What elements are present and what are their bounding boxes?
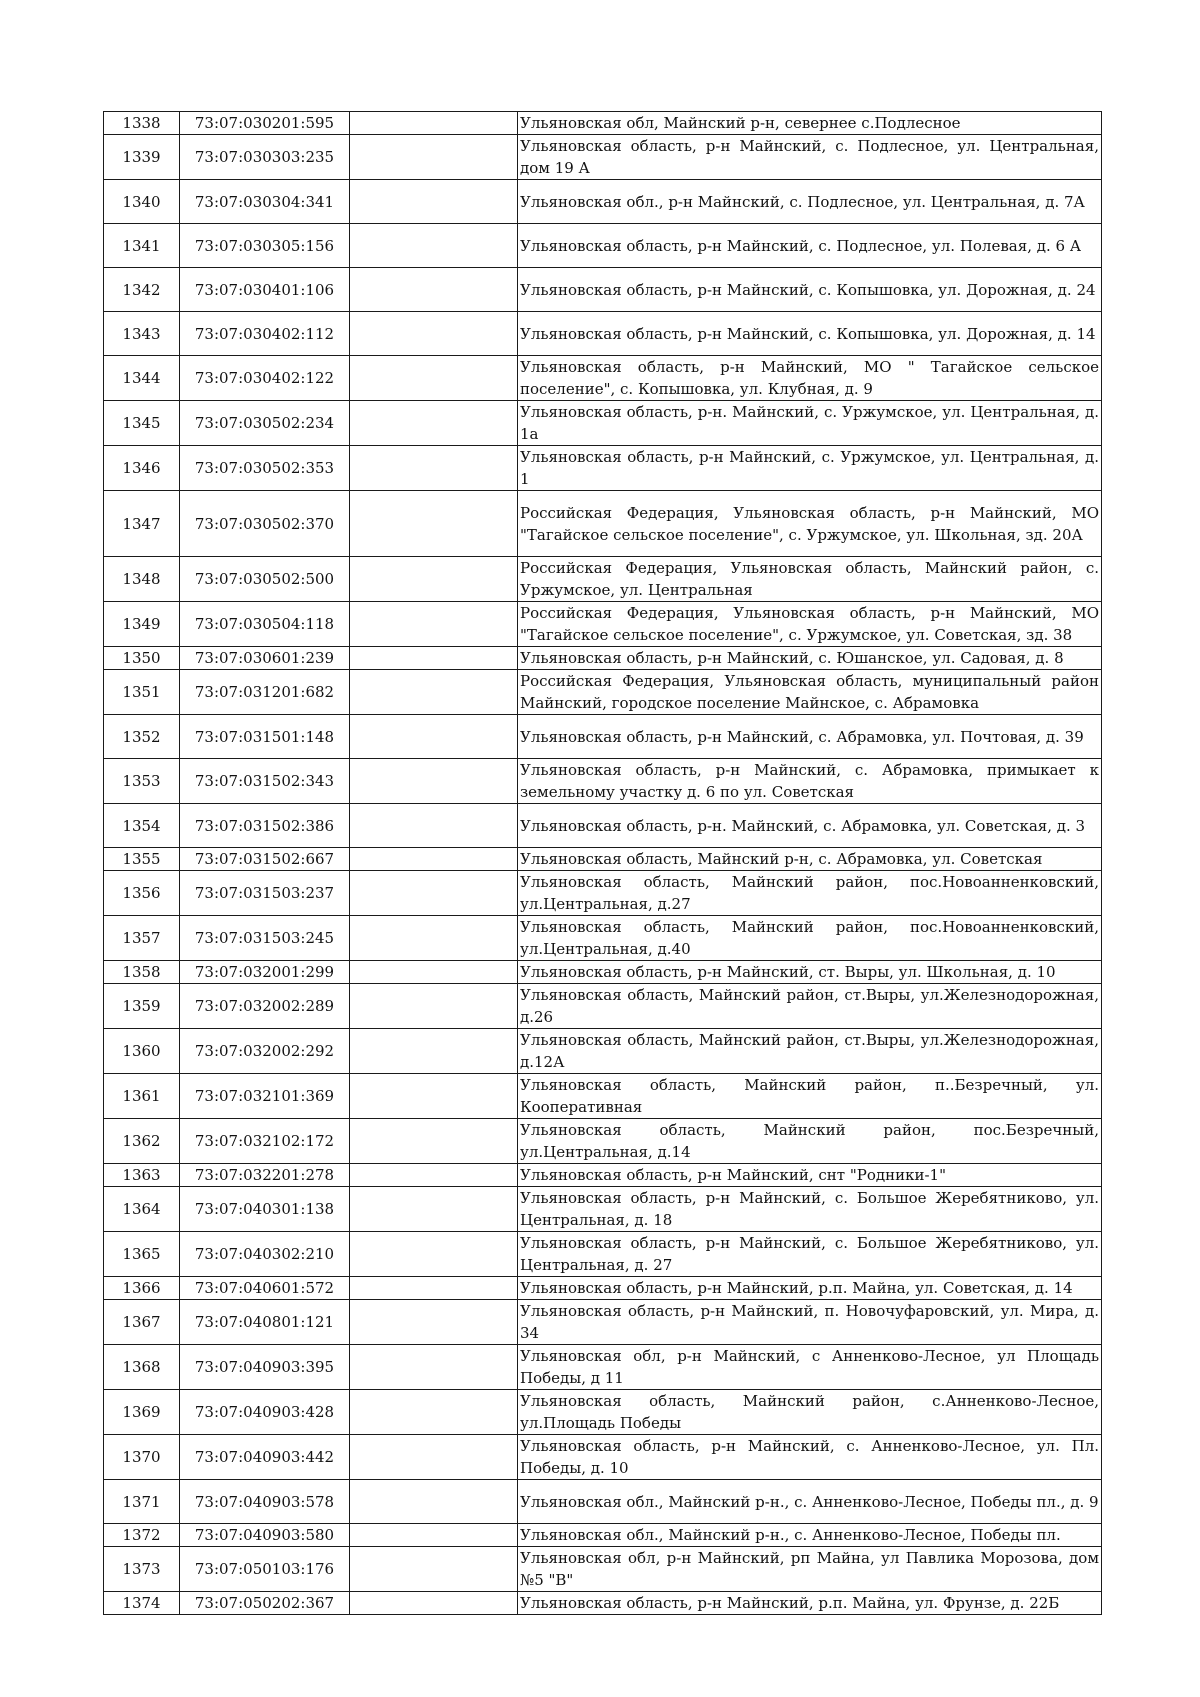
address-cell: Ульяновская область, р-н Майнский, п. Новочуфаровский, ул. Мира, д. 34 bbox=[518, 1300, 1102, 1345]
row-number-cell: 1358 bbox=[104, 961, 180, 984]
empty-cell bbox=[350, 715, 518, 759]
row-number-cell: 1357 bbox=[104, 916, 180, 961]
address-cell: Ульяновская область, р-н Майнский, р.п. Майна, ул. Фрунзе, д. 22Б bbox=[518, 1592, 1102, 1615]
table-row bbox=[104, 1480, 1102, 1524]
table-row bbox=[104, 961, 1102, 984]
row-number-cell: 1374 bbox=[104, 1592, 180, 1615]
empty-cell bbox=[350, 1435, 518, 1480]
address-cell: Ульяновская область, р-н Майнский, с. Анненково-Лесное, ул. Пл. Победы, д. 10 bbox=[518, 1435, 1102, 1480]
row-number-cell: 1367 bbox=[104, 1300, 180, 1345]
cadastral-number-cell: 73:07:040903:580 bbox=[180, 1524, 350, 1547]
empty-cell bbox=[350, 804, 518, 848]
address-cell: Ульяновская область, Майнский район, п..Безречный, ул. Кооперативная bbox=[518, 1074, 1102, 1119]
address-cell: Российская Федерация, Ульяновская область, Майнский район, с. Уржумское, ул. Центральная bbox=[518, 557, 1102, 602]
table-row bbox=[104, 1524, 1102, 1547]
table-row bbox=[104, 916, 1102, 961]
cadastral-number-cell: 73:07:030504:118 bbox=[180, 602, 350, 647]
table-row bbox=[104, 759, 1102, 804]
row-number-cell: 1341 bbox=[104, 224, 180, 268]
address-cell: Ульяновская обл., р-н Майнский, с. Подлесное, ул. Центральная, д. 7А bbox=[518, 180, 1102, 224]
cadastral-number-cell: 73:07:040903:442 bbox=[180, 1435, 350, 1480]
registry-table-body bbox=[104, 112, 1102, 1615]
cadastral-number-cell: 73:07:031502:343 bbox=[180, 759, 350, 804]
table-row bbox=[104, 1074, 1102, 1119]
cadastral-number-cell: 73:07:030502:353 bbox=[180, 446, 350, 491]
row-number-cell: 1352 bbox=[104, 715, 180, 759]
empty-cell bbox=[350, 312, 518, 356]
cadastral-number-cell: 73:07:032102:172 bbox=[180, 1119, 350, 1164]
table-row bbox=[104, 1300, 1102, 1345]
empty-cell bbox=[350, 1074, 518, 1119]
cadastral-number-cell: 73:07:050202:367 bbox=[180, 1592, 350, 1615]
table-row bbox=[104, 1345, 1102, 1390]
cadastral-number-cell: 73:07:032001:299 bbox=[180, 961, 350, 984]
row-number-cell: 1370 bbox=[104, 1435, 180, 1480]
address-cell: Ульяновская область, р-н Майнский, с. Юшанское, ул. Садовая, д. 8 bbox=[518, 647, 1102, 670]
table-row bbox=[104, 1119, 1102, 1164]
cadastral-number-cell: 73:07:032002:292 bbox=[180, 1029, 350, 1074]
empty-cell bbox=[350, 1232, 518, 1277]
table-row bbox=[104, 1592, 1102, 1615]
row-number-cell: 1342 bbox=[104, 268, 180, 312]
table-row bbox=[104, 180, 1102, 224]
cadastral-number-cell: 73:07:040903:428 bbox=[180, 1390, 350, 1435]
address-cell: Ульяновская обл, Майнский р-н, севернее с.Подлесное bbox=[518, 112, 1102, 135]
cadastral-number-cell: 73:07:031503:245 bbox=[180, 916, 350, 961]
cadastral-number-cell: 73:07:030401:106 bbox=[180, 268, 350, 312]
address-cell: Ульяновская область, р-н Майнский, р.п. Майна, ул. Советская, д. 14 bbox=[518, 1277, 1102, 1300]
address-cell: Ульяновская обл, р-н Майнский, рп Майна, ул Павлика Морозова, дом №5 "В" bbox=[518, 1547, 1102, 1592]
row-number-cell: 1372 bbox=[104, 1524, 180, 1547]
empty-cell bbox=[350, 1547, 518, 1592]
row-number-cell: 1340 bbox=[104, 180, 180, 224]
table-row bbox=[104, 224, 1102, 268]
row-number-cell: 1354 bbox=[104, 804, 180, 848]
empty-cell bbox=[350, 446, 518, 491]
table-row bbox=[104, 135, 1102, 180]
row-number-cell: 1339 bbox=[104, 135, 180, 180]
address-cell: Ульяновская область, Майнский район, пос.Новоанненковский, ул.Центральная, д.40 bbox=[518, 916, 1102, 961]
cadastral-number-cell: 73:07:032101:369 bbox=[180, 1074, 350, 1119]
table-row bbox=[104, 1547, 1102, 1592]
row-number-cell: 1361 bbox=[104, 1074, 180, 1119]
address-cell: Ульяновская обл., Майнский р-н., с. Анненково-Лесное, Победы пл. bbox=[518, 1524, 1102, 1547]
address-cell: Российская Федерация, Ульяновская область, р-н Майнский, МО "Тагайское сельское поселение", с. Уржумское, ул. Школьная, зд. 20А bbox=[518, 491, 1102, 557]
cadastral-number-cell: 73:07:031501:148 bbox=[180, 715, 350, 759]
table-row bbox=[104, 491, 1102, 557]
empty-cell bbox=[350, 759, 518, 804]
row-number-cell: 1338 bbox=[104, 112, 180, 135]
cadastral-number-cell: 73:07:030502:234 bbox=[180, 401, 350, 446]
cadastral-number-cell: 73:07:031502:667 bbox=[180, 848, 350, 871]
address-cell: Ульяновская область, Майнский район, ст.Выры, ул.Железнодорожная, д.12А bbox=[518, 1029, 1102, 1074]
table-row bbox=[104, 1164, 1102, 1187]
table-row bbox=[104, 1232, 1102, 1277]
row-number-cell: 1344 bbox=[104, 356, 180, 401]
cadastral-number-cell: 73:07:040302:210 bbox=[180, 1232, 350, 1277]
table-row bbox=[104, 602, 1102, 647]
address-cell: Ульяновская область, р-н Майнский, с. Подлесное, ул. Полевая, д. 6 А bbox=[518, 224, 1102, 268]
cadastral-number-cell: 73:07:040301:138 bbox=[180, 1187, 350, 1232]
empty-cell bbox=[350, 1524, 518, 1547]
row-number-cell: 1364 bbox=[104, 1187, 180, 1232]
table-row bbox=[104, 268, 1102, 312]
empty-cell bbox=[350, 916, 518, 961]
land-plot-registry-table bbox=[103, 111, 1102, 1615]
row-number-cell: 1360 bbox=[104, 1029, 180, 1074]
cadastral-number-cell: 73:07:032201:278 bbox=[180, 1164, 350, 1187]
address-cell: Ульяновская область, Майнский район, с.Анненково-Лесное, ул.Площадь Победы bbox=[518, 1390, 1102, 1435]
table-row bbox=[104, 1390, 1102, 1435]
address-cell: Ульяновская область, р-н Майнский, с. Копышовка, ул. Дорожная, д. 14 bbox=[518, 312, 1102, 356]
address-cell: Ульяновская область, р-н Майнский, с. Большое Жеребятниково, ул. Центральная, д. 27 bbox=[518, 1232, 1102, 1277]
cadastral-number-cell: 73:07:031502:386 bbox=[180, 804, 350, 848]
empty-cell bbox=[350, 647, 518, 670]
row-number-cell: 1365 bbox=[104, 1232, 180, 1277]
empty-cell bbox=[350, 224, 518, 268]
empty-cell bbox=[350, 135, 518, 180]
row-number-cell: 1373 bbox=[104, 1547, 180, 1592]
table-row bbox=[104, 670, 1102, 715]
empty-cell bbox=[350, 1300, 518, 1345]
table-row bbox=[104, 112, 1102, 135]
table-row bbox=[104, 647, 1102, 670]
empty-cell bbox=[350, 1187, 518, 1232]
cadastral-number-cell: 73:07:030304:341 bbox=[180, 180, 350, 224]
cadastral-number-cell: 73:07:030502:370 bbox=[180, 491, 350, 557]
address-cell: Ульяновская область, р-н Майнский, с. Уржумское, ул. Центральная, д. 1 bbox=[518, 446, 1102, 491]
table-row bbox=[104, 1435, 1102, 1480]
cadastral-number-cell: 73:07:030305:156 bbox=[180, 224, 350, 268]
cadastral-number-cell: 73:07:030303:235 bbox=[180, 135, 350, 180]
empty-cell bbox=[350, 871, 518, 916]
cadastral-number-cell: 73:07:040801:121 bbox=[180, 1300, 350, 1345]
row-number-cell: 1362 bbox=[104, 1119, 180, 1164]
row-number-cell: 1359 bbox=[104, 984, 180, 1029]
table-row bbox=[104, 984, 1102, 1029]
address-cell: Ульяновская область, р-н Майнский, с. Копышовка, ул. Дорожная, д. 24 bbox=[518, 268, 1102, 312]
row-number-cell: 1351 bbox=[104, 670, 180, 715]
row-number-cell: 1346 bbox=[104, 446, 180, 491]
table-row bbox=[104, 871, 1102, 916]
cadastral-number-cell: 73:07:031503:237 bbox=[180, 871, 350, 916]
empty-cell bbox=[350, 557, 518, 602]
cadastral-number-cell: 73:07:040903:395 bbox=[180, 1345, 350, 1390]
empty-cell bbox=[350, 1119, 518, 1164]
row-number-cell: 1363 bbox=[104, 1164, 180, 1187]
table-row bbox=[104, 1029, 1102, 1074]
row-number-cell: 1343 bbox=[104, 312, 180, 356]
cadastral-number-cell: 73:07:030201:595 bbox=[180, 112, 350, 135]
empty-cell bbox=[350, 356, 518, 401]
table-row bbox=[104, 1187, 1102, 1232]
row-number-cell: 1366 bbox=[104, 1277, 180, 1300]
table-row bbox=[104, 715, 1102, 759]
cadastral-number-cell: 73:07:031201:682 bbox=[180, 670, 350, 715]
row-number-cell: 1369 bbox=[104, 1390, 180, 1435]
empty-cell bbox=[350, 984, 518, 1029]
table-row bbox=[104, 446, 1102, 491]
address-cell: Российская Федерация, Ульяновская область, муниципальный район Майнский, городское поселение Майнское, с. Абрамовка bbox=[518, 670, 1102, 715]
address-cell: Ульяновская обл., Майнский р-н., с. Анненково-Лесное, Победы пл., д. 9 bbox=[518, 1480, 1102, 1524]
row-number-cell: 1347 bbox=[104, 491, 180, 557]
table-row bbox=[104, 848, 1102, 871]
cadastral-number-cell: 73:07:050103:176 bbox=[180, 1547, 350, 1592]
table-row bbox=[104, 312, 1102, 356]
cadastral-number-cell: 73:07:040601:572 bbox=[180, 1277, 350, 1300]
row-number-cell: 1349 bbox=[104, 602, 180, 647]
empty-cell bbox=[350, 268, 518, 312]
empty-cell bbox=[350, 602, 518, 647]
empty-cell bbox=[350, 1164, 518, 1187]
address-cell: Ульяновская область, р-н Майнский, ст. Выры, ул. Школьная, д. 10 bbox=[518, 961, 1102, 984]
empty-cell bbox=[350, 1480, 518, 1524]
address-cell: Ульяновская область, р-н. Майнский, с. Уржумское, ул. Центральная, д. 1а bbox=[518, 401, 1102, 446]
address-cell: Ульяновская область, Майнский р-н, с. Абрамовка, ул. Советская bbox=[518, 848, 1102, 871]
address-cell: Российская Федерация, Ульяновская область, р-н Майнский, МО "Тагайское сельское поселение", с. Уржумское, ул. Советская, зд. 38 bbox=[518, 602, 1102, 647]
address-cell: Ульяновская обл, р-н Майнский, с Анненково-Лесное, ул Площадь Победы, д 11 bbox=[518, 1345, 1102, 1390]
row-number-cell: 1371 bbox=[104, 1480, 180, 1524]
address-cell: Ульяновская область, р-н Майнский, с. Большое Жеребятниково, ул. Центральная, д. 18 bbox=[518, 1187, 1102, 1232]
empty-cell bbox=[350, 180, 518, 224]
cadastral-number-cell: 73:07:030502:500 bbox=[180, 557, 350, 602]
address-cell: Ульяновская область, р-н Майнский, с. Абрамовка, примыкает к земельному участку д. 6 по ул. Советская bbox=[518, 759, 1102, 804]
address-cell: Ульяновская область, р-н Майнский, с. Подлесное, ул. Центральная, дом 19 А bbox=[518, 135, 1102, 180]
cadastral-number-cell: 73:07:032002:289 bbox=[180, 984, 350, 1029]
empty-cell bbox=[350, 112, 518, 135]
empty-cell bbox=[350, 961, 518, 984]
row-number-cell: 1355 bbox=[104, 848, 180, 871]
address-cell: Ульяновская область, Майнский район, ст.Выры, ул.Железнодорожная, д.26 bbox=[518, 984, 1102, 1029]
address-cell: Ульяновская область, р-н. Майнский, с. Абрамовка, ул. Советская, д. 3 bbox=[518, 804, 1102, 848]
row-number-cell: 1345 bbox=[104, 401, 180, 446]
row-number-cell: 1350 bbox=[104, 647, 180, 670]
empty-cell bbox=[350, 1592, 518, 1615]
empty-cell bbox=[350, 491, 518, 557]
address-cell: Ульяновская область, р-н Майнский, с. Абрамовка, ул. Почтовая, д. 39 bbox=[518, 715, 1102, 759]
empty-cell bbox=[350, 1345, 518, 1390]
cadastral-number-cell: 73:07:040903:578 bbox=[180, 1480, 350, 1524]
table-row bbox=[104, 401, 1102, 446]
row-number-cell: 1353 bbox=[104, 759, 180, 804]
table-row bbox=[104, 1277, 1102, 1300]
address-cell: Ульяновская область, Майнский район, пос.Безречный, ул.Центральная, д.14 bbox=[518, 1119, 1102, 1164]
empty-cell bbox=[350, 848, 518, 871]
empty-cell bbox=[350, 1390, 518, 1435]
table-row bbox=[104, 557, 1102, 602]
row-number-cell: 1356 bbox=[104, 871, 180, 916]
empty-cell bbox=[350, 670, 518, 715]
empty-cell bbox=[350, 1029, 518, 1074]
address-cell: Ульяновская область, р-н Майнский, снт "Родники-1" bbox=[518, 1164, 1102, 1187]
address-cell: Ульяновская область, р-н Майнский, МО " Тагайское сельское поселение", с. Копышовка, ул. Клубная, д. 9 bbox=[518, 356, 1102, 401]
address-cell: Ульяновская область, Майнский район, пос.Новоанненковский, ул.Центральная, д.27 bbox=[518, 871, 1102, 916]
empty-cell bbox=[350, 401, 518, 446]
row-number-cell: 1348 bbox=[104, 557, 180, 602]
cadastral-number-cell: 73:07:030601:239 bbox=[180, 647, 350, 670]
cadastral-number-cell: 73:07:030402:112 bbox=[180, 312, 350, 356]
row-number-cell: 1368 bbox=[104, 1345, 180, 1390]
table-row bbox=[104, 356, 1102, 401]
cadastral-number-cell: 73:07:030402:122 bbox=[180, 356, 350, 401]
empty-cell bbox=[350, 1277, 518, 1300]
table-row bbox=[104, 804, 1102, 848]
